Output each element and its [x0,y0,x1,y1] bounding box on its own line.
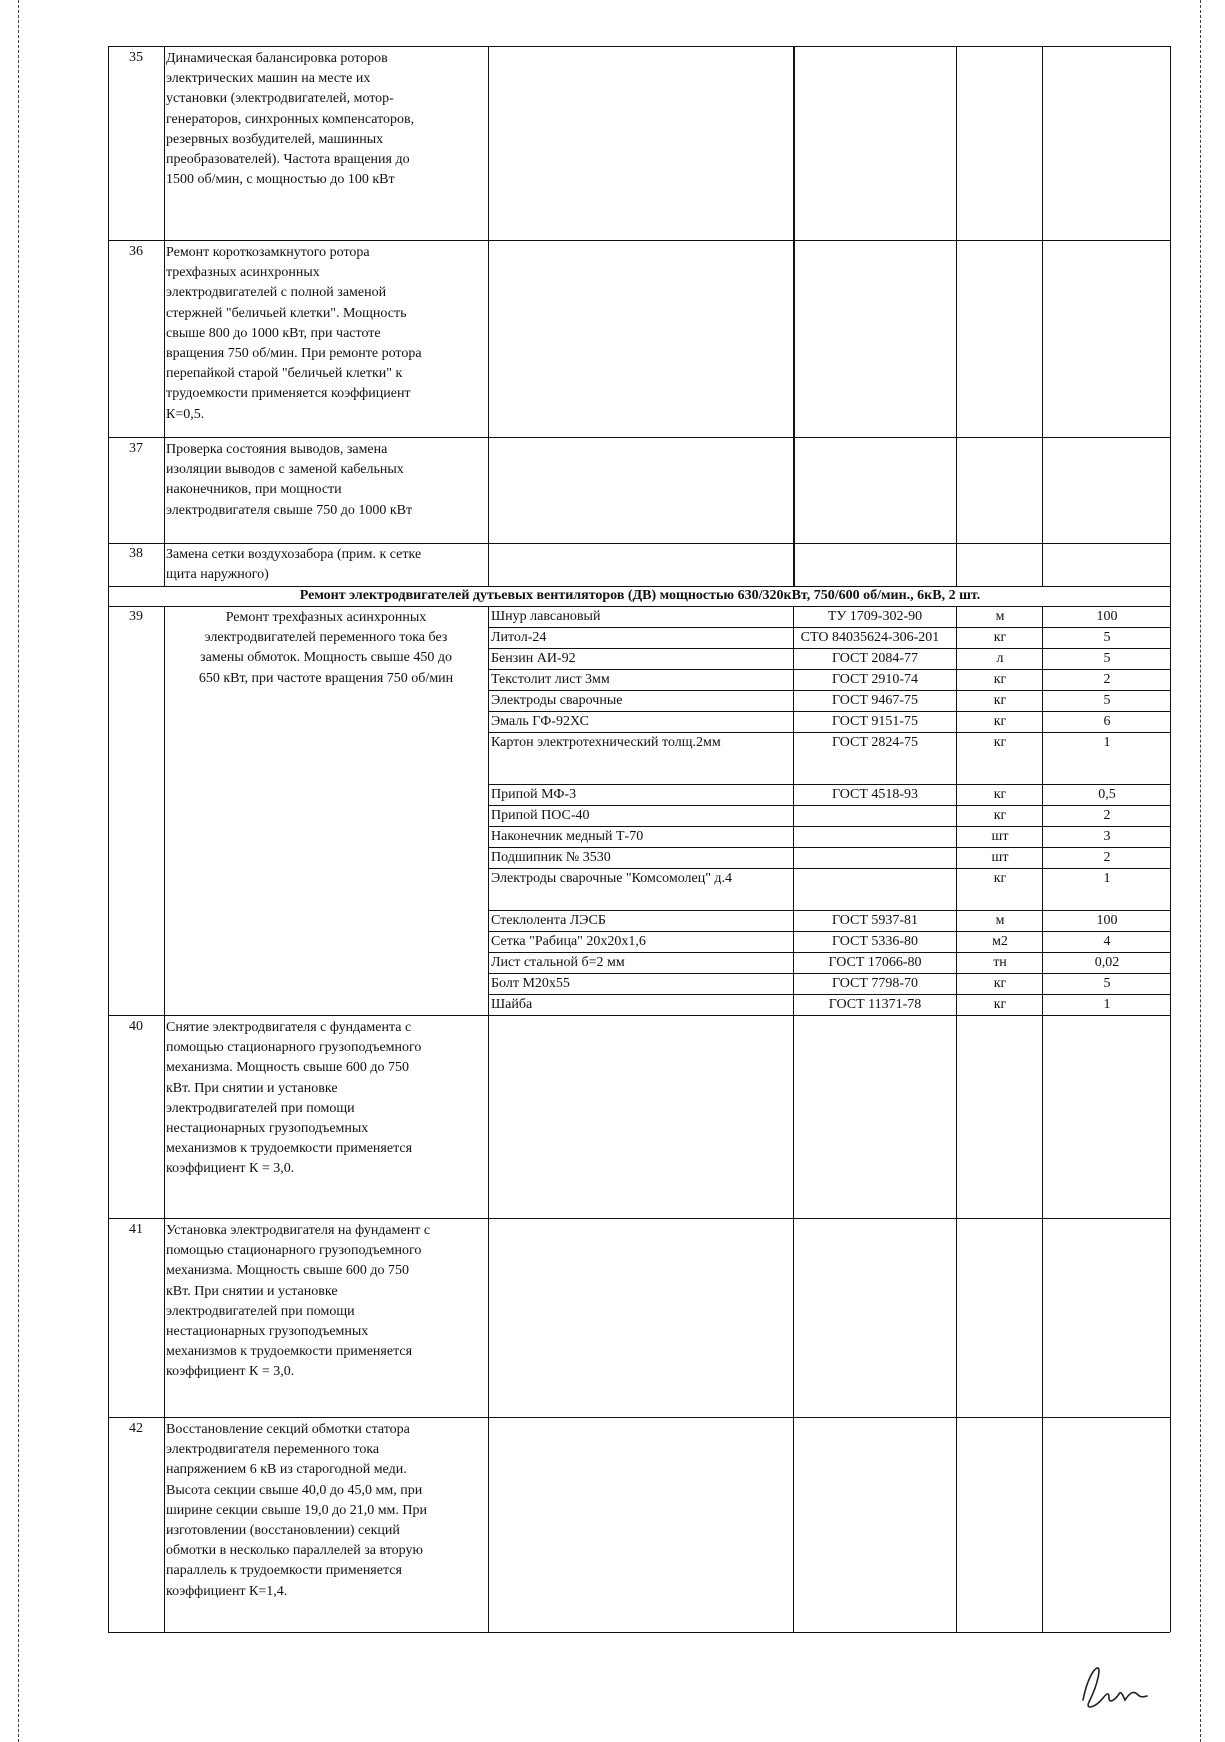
material-unit: кг [993,714,1007,729]
row-number: 40 [129,1019,143,1034]
row-number: 42 [129,1421,143,1436]
material-unit: м2 [992,934,1008,949]
material-standard: ГОСТ 17066-80 [828,955,922,970]
row-number: 36 [129,244,143,259]
material-name: Картон электротехнический толщ.2мм [491,735,721,750]
material-qty: 100 [1096,913,1118,928]
material-qty: 3 [1103,829,1111,844]
material-unit: кг [993,808,1007,823]
material-standard: ГОСТ 9467-75 [831,693,919,708]
material-unit: кг [993,787,1007,802]
row-number: 39 [129,609,143,624]
material-unit: кг [993,997,1007,1012]
material-qty: 1 [1103,735,1111,750]
signature-mark [1075,1660,1155,1715]
row-number: 35 [129,50,143,65]
material-unit: м [995,913,1005,928]
material-standard: СТО 84035624-306-201 [800,630,940,645]
material-name: Болт М20х55 [491,976,570,991]
material-qty: 4 [1103,934,1111,949]
work-description: Проверка состояния выводов, замена изоляции выводов с заменой кабельных наконечников, при мощности электродвигателя свыше 750 до 1000 кВт [166,442,413,518]
material-name: Шайба [491,997,533,1012]
material-unit: кг [993,672,1007,687]
material-name: Припой ПОС-40 [491,808,590,823]
material-name: Сетка "Рабица" 20х20х1,6 [491,934,646,949]
material-qty: 5 [1103,630,1111,645]
material-name: Припой МФ-3 [491,787,577,802]
material-unit: шт [991,850,1009,865]
material-name: Электроды сварочные [491,693,623,708]
material-unit: тн [993,955,1007,970]
work-description: Динамическая балансировка роторов электрических машин на месте их установки (электродвигателей, мотор- генераторов, синхронных компенсаторов, резервных возбудителей, машинных преобразователей). Частота вращения до 1500 об/мин, с мощностью до 100 кВт [166,51,415,188]
material-unit: кг [993,976,1007,991]
work-description: Установка электродвигателя на фундамент с помощью стационарного грузоподъемного механизма. Мощность свыше 600 до 750 кВт. При снятии и установке электродвигателей при помощи нестационарных грузоподъемных механизмов к трудоемкости применяется коэффициент К = 3,0. [166,1223,431,1380]
material-qty: 2 [1103,672,1111,687]
work-description: Ремонт трехфазных асинхронных электродвигателей переменного тока без замены обмоток. Мощность свыше 450 до 650 кВт, при частоте вращения 750 об/мин [198,610,454,686]
material-name: Лист стальной б=2 мм [491,955,625,970]
material-name: Шнур лавсановый [491,609,601,624]
section-title: Ремонт электродвигателей дутьевых вентиляторов (ДВ) мощностью 630/320кВт, 750/600 об/мин., 6кВ, 2 шт. [299,588,981,603]
material-qty: 6 [1103,714,1111,729]
row-number: 38 [129,546,143,561]
material-standard: ТУ 1709-302-90 [827,609,923,624]
work-description: Снятие электродвигателя с фундамента с помощью стационарного грузоподъемного механизма. Мощность свыше 600 до 750 кВт. При снятии и установке электродвигателей при помощи нестационарных грузоподъемных механизмов к трудоемкости применяется коэффициент К = 3,0. [166,1020,422,1177]
material-unit: кг [993,693,1007,708]
material-name: Литол-24 [491,630,547,645]
material-qty: 5 [1103,651,1111,666]
material-unit: кг [993,871,1007,886]
material-qty: 2 [1103,850,1111,865]
material-standard: ГОСТ 5937-81 [831,913,919,928]
material-standard: ГОСТ 2824-75 [831,735,919,750]
material-unit: л [996,651,1004,666]
material-name: Эмаль ГФ-92ХС [491,714,589,729]
material-qty: 0,5 [1098,787,1116,802]
work-description: Восстановление секций обмотки статора электродвигателя переменного тока напряжением 6 кВ из старогодной меди. Высота секции свыше 40,0 до 45,0 мм, при ширине секции свыше 19,0 до 21,0 мм. При изготовлении (восстановлении) секций обмотки в несколько параллелей за вторую параллель к трудоемкости применяется коэффициент К=1,4. [166,1422,428,1599]
material-standard: ГОСТ 7798-70 [831,976,919,991]
material-qty: 0,02 [1094,955,1120,970]
work-description: Ремонт короткозамкнутого ротора трехфазных асинхронных электродвигателей с полной заменой стержней "беличьей клетки". Мощность свыше 800 до 1000 кВт, при частоте вращения 750 об/мин. При ремонте ротора перепайкой старой "беличьей клетки" к трудоемкости применяется коэффициент К=0,5. [166,245,422,422]
scan-edge-left [18,0,19,1742]
material-standard: ГОСТ 11371-78 [828,997,922,1012]
material-name: Подшипник № 3530 [491,850,611,865]
material-standard: ГОСТ 2910-74 [831,672,919,687]
material-standard: ГОСТ 5336-80 [831,934,919,949]
row-number: 37 [129,441,143,456]
material-qty: 5 [1103,976,1111,991]
material-qty: 2 [1103,808,1111,823]
work-description: Замена сетки воздухозабора (прим. к сетке щита наружного) [166,547,422,583]
material-name: Бензин АИ-92 [491,651,576,666]
row-number: 41 [129,1222,143,1237]
material-name: Электроды сварочные "Комсомолец" д.4 [491,871,733,886]
material-unit: м [995,609,1005,624]
material-qty: 1 [1103,871,1111,886]
material-name: Стеклолента ЛЭСБ [491,913,606,928]
material-standard: ГОСТ 2084-77 [831,651,919,666]
material-unit: кг [993,735,1007,750]
material-qty: 100 [1096,609,1118,624]
material-unit: кг [993,630,1007,645]
material-unit: шт [991,829,1009,844]
material-standard: ГОСТ 4518-93 [831,787,919,802]
material-name: Наконечник медный Т-70 [491,829,644,844]
material-name: Текстолит лист 3мм [491,672,610,687]
material-qty: 5 [1103,693,1111,708]
material-qty: 1 [1103,997,1111,1012]
scan-edge-right [1200,0,1201,1742]
material-standard: ГОСТ 9151-75 [831,714,919,729]
